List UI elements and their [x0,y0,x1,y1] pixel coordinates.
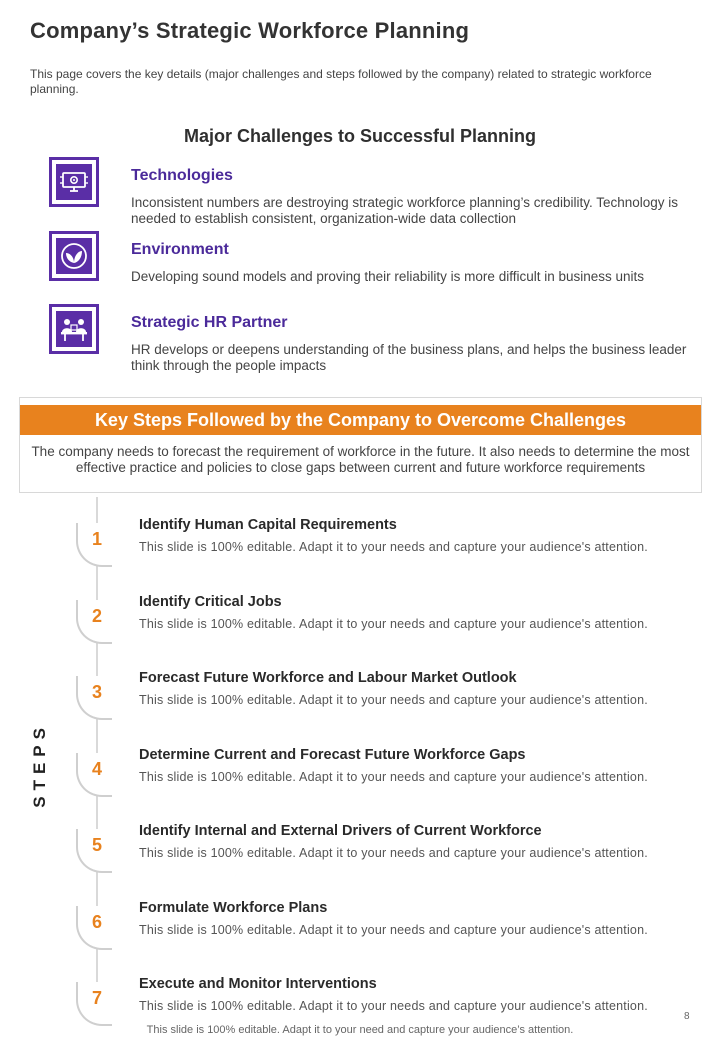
technology-icon [56,164,92,200]
step-item [0,517,720,587]
key-steps-banner: Key Steps Followed by the Company to Overcome Challenges [20,405,701,435]
step-title: Execute and Monitor Interventions [139,976,377,992]
step-title: Identify Internal and External Drivers of Current Workforce [139,823,542,839]
step-desc: This slide is 100% editable. Adapt it to your needs and capture your audience's attention. [139,617,648,631]
step-desc: This slide is 100% editable. Adapt it to your needs and capture your audience's attention. [139,693,648,707]
step-item [0,823,720,893]
step-title: Determine Current and Forecast Future Workforce Gaps [139,747,526,763]
challenge-hr-partner [49,304,699,374]
footer-note: This slide is 100% editable. Adapt it to your need and capture your audience’s attention. [146,1024,574,1036]
step-title: Formulate Workforce Plans [139,900,328,916]
hr-partner-icon-frame [49,304,99,354]
page-intro: This page covers the key details (major challenges and steps followed by the company) related to strategic workforce planning. [30,67,652,96]
step-desc: This slide is 100% editable. Adapt it to your needs and capture your audience's attention. [139,923,648,937]
environment-icon [56,238,92,274]
step-desc: This slide is 100% editable. Adapt it to your needs and capture your audience's attention. [139,846,648,860]
challenge-title: Environment [131,241,229,258]
challenge-technologies [49,157,699,226]
step-item [0,747,720,817]
challenges-heading: Major Challenges to Successful Planning [183,126,537,146]
step-desc: This slide is 100% editable. Adapt it to your needs and capture your audience's attention. [139,540,648,554]
challenge-desc: Inconsistent numbers are destroying strategic workforce planning’s credibility. Technology is needed to establish consistent, organization-wide data collection [131,195,679,226]
challenge-desc: HR develops or deepens understanding of the business plans, and helps the business leader think through the people impacts [131,342,687,373]
step-item [0,976,720,1022]
step-number: 5 [91,835,102,855]
step-number: 7 [91,988,102,1008]
hr-partner-icon [56,311,92,347]
page-title: Company’s Strategic Workforce Planning [30,18,470,43]
steps-label: STEPS [30,722,49,808]
step-number: 2 [91,606,102,626]
step-title: Identify Human Capital Requirements [139,517,397,533]
challenge-title: Strategic HR Partner [131,314,288,331]
step-item [0,670,720,740]
environment-icon-frame [49,231,99,281]
step-item [0,900,720,970]
step-desc: This slide is 100% editable. Adapt it to your needs and capture your audience's attention. [139,770,648,784]
step-desc: This slide is 100% editable. Adapt it to your needs and capture your audience's attention. [139,999,648,1013]
step-number: 4 [91,759,102,779]
page-number: 8 [684,1011,690,1022]
step-number: 6 [91,912,102,932]
key-steps-box [19,397,702,493]
technology-icon-frame [49,157,99,207]
step-item [0,594,720,664]
key-steps-desc: The company needs to forecast the requirement of workforce in the future. It also needs to determine the most effective practice and policies to close gaps between current and future workforce requirements [31,444,690,475]
step-number: 1 [91,529,102,549]
challenge-title: Technologies [131,167,233,184]
challenge-desc: Developing sound models and proving their reliability is more difficult in business units [131,269,645,284]
challenge-environment [49,231,699,291]
step-number: 3 [91,682,102,702]
step-title: Identify Critical Jobs [139,594,282,610]
step-title: Forecast Future Workforce and Labour Market Outlook [139,670,517,686]
